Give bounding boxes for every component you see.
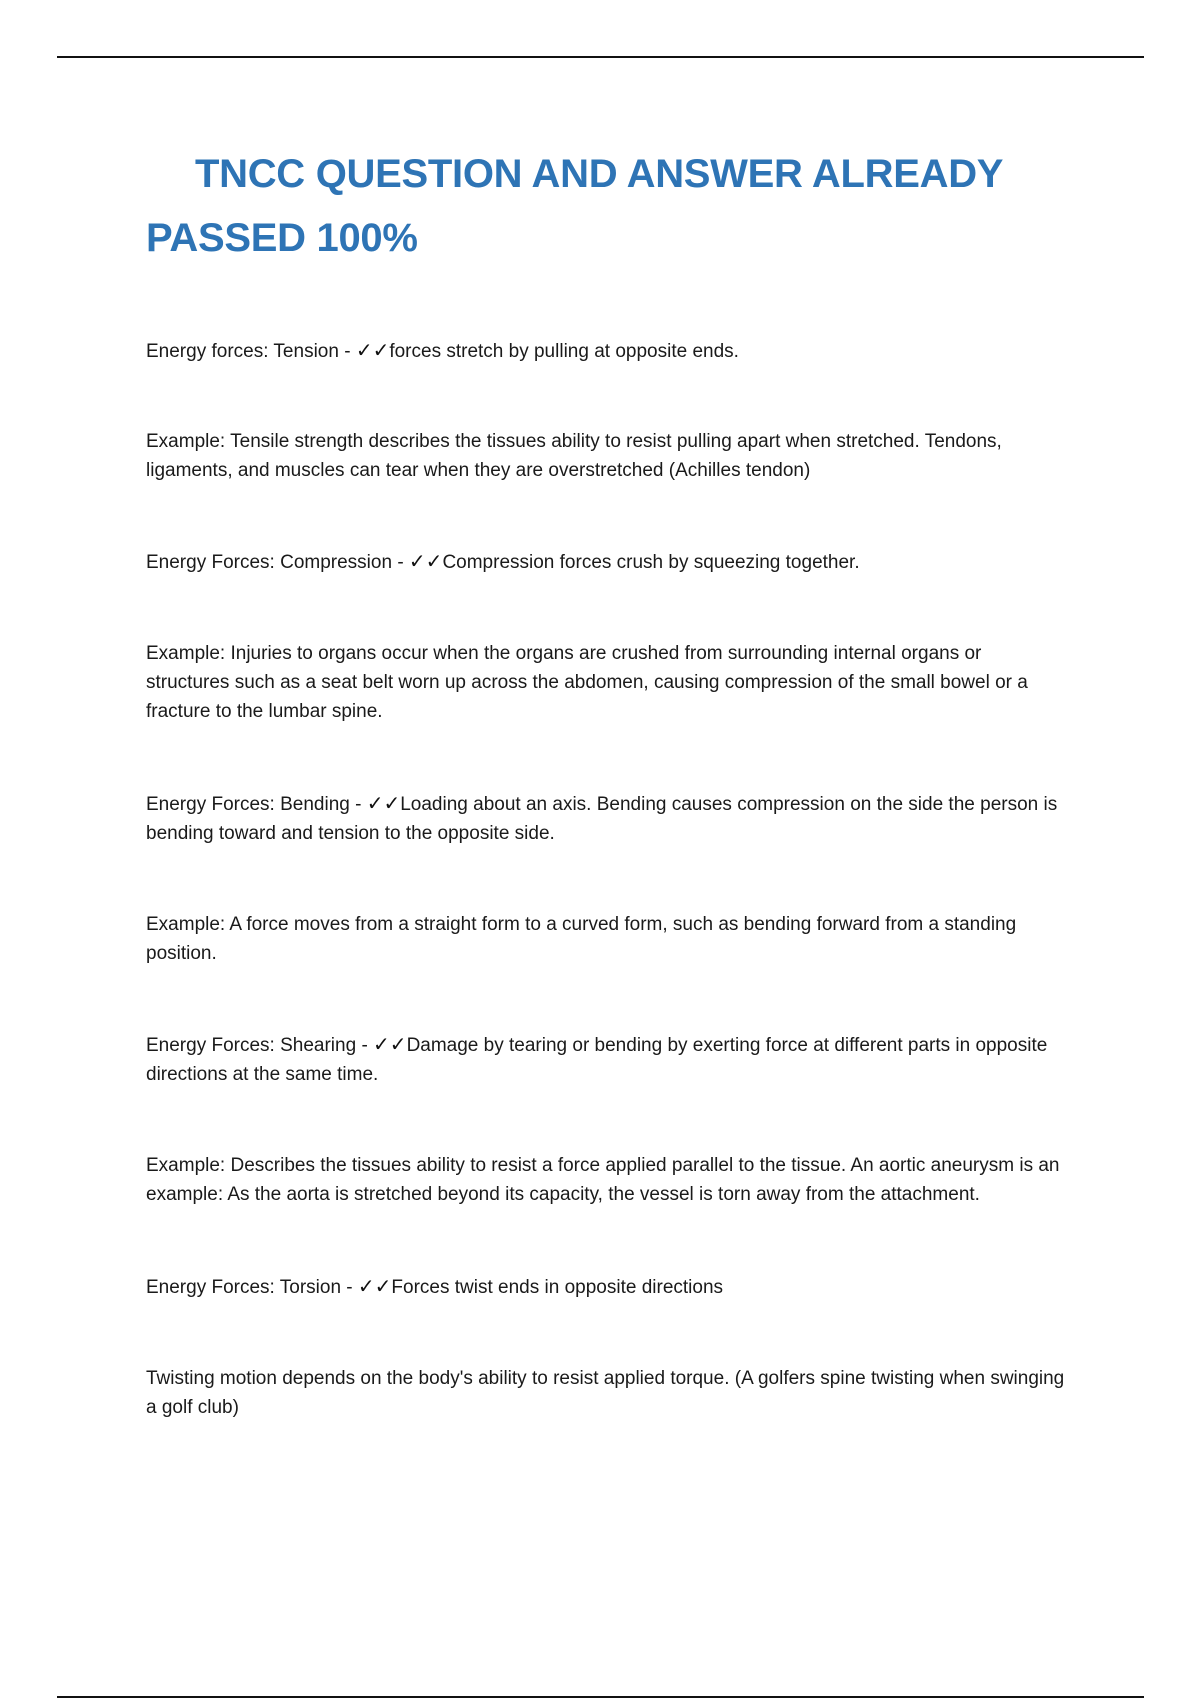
answer-text: Damage by tearing or bending by exerting force at different parts in opposite directions at the same time. (146, 1035, 1048, 1085)
question-text: Energy Forces: Bending - (146, 794, 367, 815)
check-mark-icon: ✓✓ (366, 791, 401, 815)
qa-entry-tension (146, 336, 1066, 366)
example-tension: Example: Tensile strength describes the tissues ability to resist pulling apart when stretched. Tendons, ligaments, and muscles can tear when they are overstretched (Achilles tendon) (146, 431, 1002, 481)
check-mark-icon: ✓✓ (357, 1274, 392, 1298)
answer-text: forces stretch by pulling at opposite ends. (389, 341, 739, 362)
page-title: TNCC QUESTION AND ANSWER ALREADY PASSED 100% (146, 152, 1003, 260)
question-text: Energy forces: Tension - (146, 341, 356, 362)
check-mark-icon: ✓✓ (408, 549, 443, 573)
bottom-divider (57, 1696, 1144, 1698)
example-bending: Example: A force moves from a straight form to a curved form, such as bending forward from a standing position. (146, 914, 1017, 964)
question-text: Energy Forces: Torsion - (146, 1277, 358, 1298)
qa-entry-bending (146, 789, 1066, 848)
question-text: Energy Forces: Shearing - (146, 1035, 374, 1056)
question-text: Energy Forces: Compression - (146, 552, 409, 573)
answer-text: Loading about an axis. Bending causes compression on the side the person is bending toward and tension to the opposite side. (146, 794, 1058, 844)
example-shearing: Example: Describes the tissues ability to resist a force applied parallel to the tissue. An aortic aneurysm is an example: As the aorta is stretched beyond its capacity, the vessel is torn away from the attachment. (146, 1155, 1060, 1205)
example-torsion: Twisting motion depends on the body's ability to resist applied torque. (A golfers spine twisting when swinging a golf club) (146, 1368, 1065, 1418)
qa-entry-shearing (146, 1030, 1066, 1089)
qa-entry-compression (146, 547, 1066, 577)
answer-text: Compression forces crush by squeezing together. (442, 552, 860, 573)
check-mark-icon: ✓✓ (355, 338, 390, 362)
answer-text: Forces twist ends in opposite directions (391, 1277, 724, 1298)
example-compression: Example: Injuries to organs occur when the organs are crushed from surrounding internal organs or structures such as a seat belt worn up across the abdomen, causing compression of the small bowel or a fracture to the lumbar spine. (146, 643, 1028, 722)
document-body (146, 336, 1066, 1422)
check-mark-icon: ✓✓ (373, 1032, 407, 1056)
top-divider (57, 56, 1144, 58)
qa-entry-torsion (146, 1272, 1066, 1302)
